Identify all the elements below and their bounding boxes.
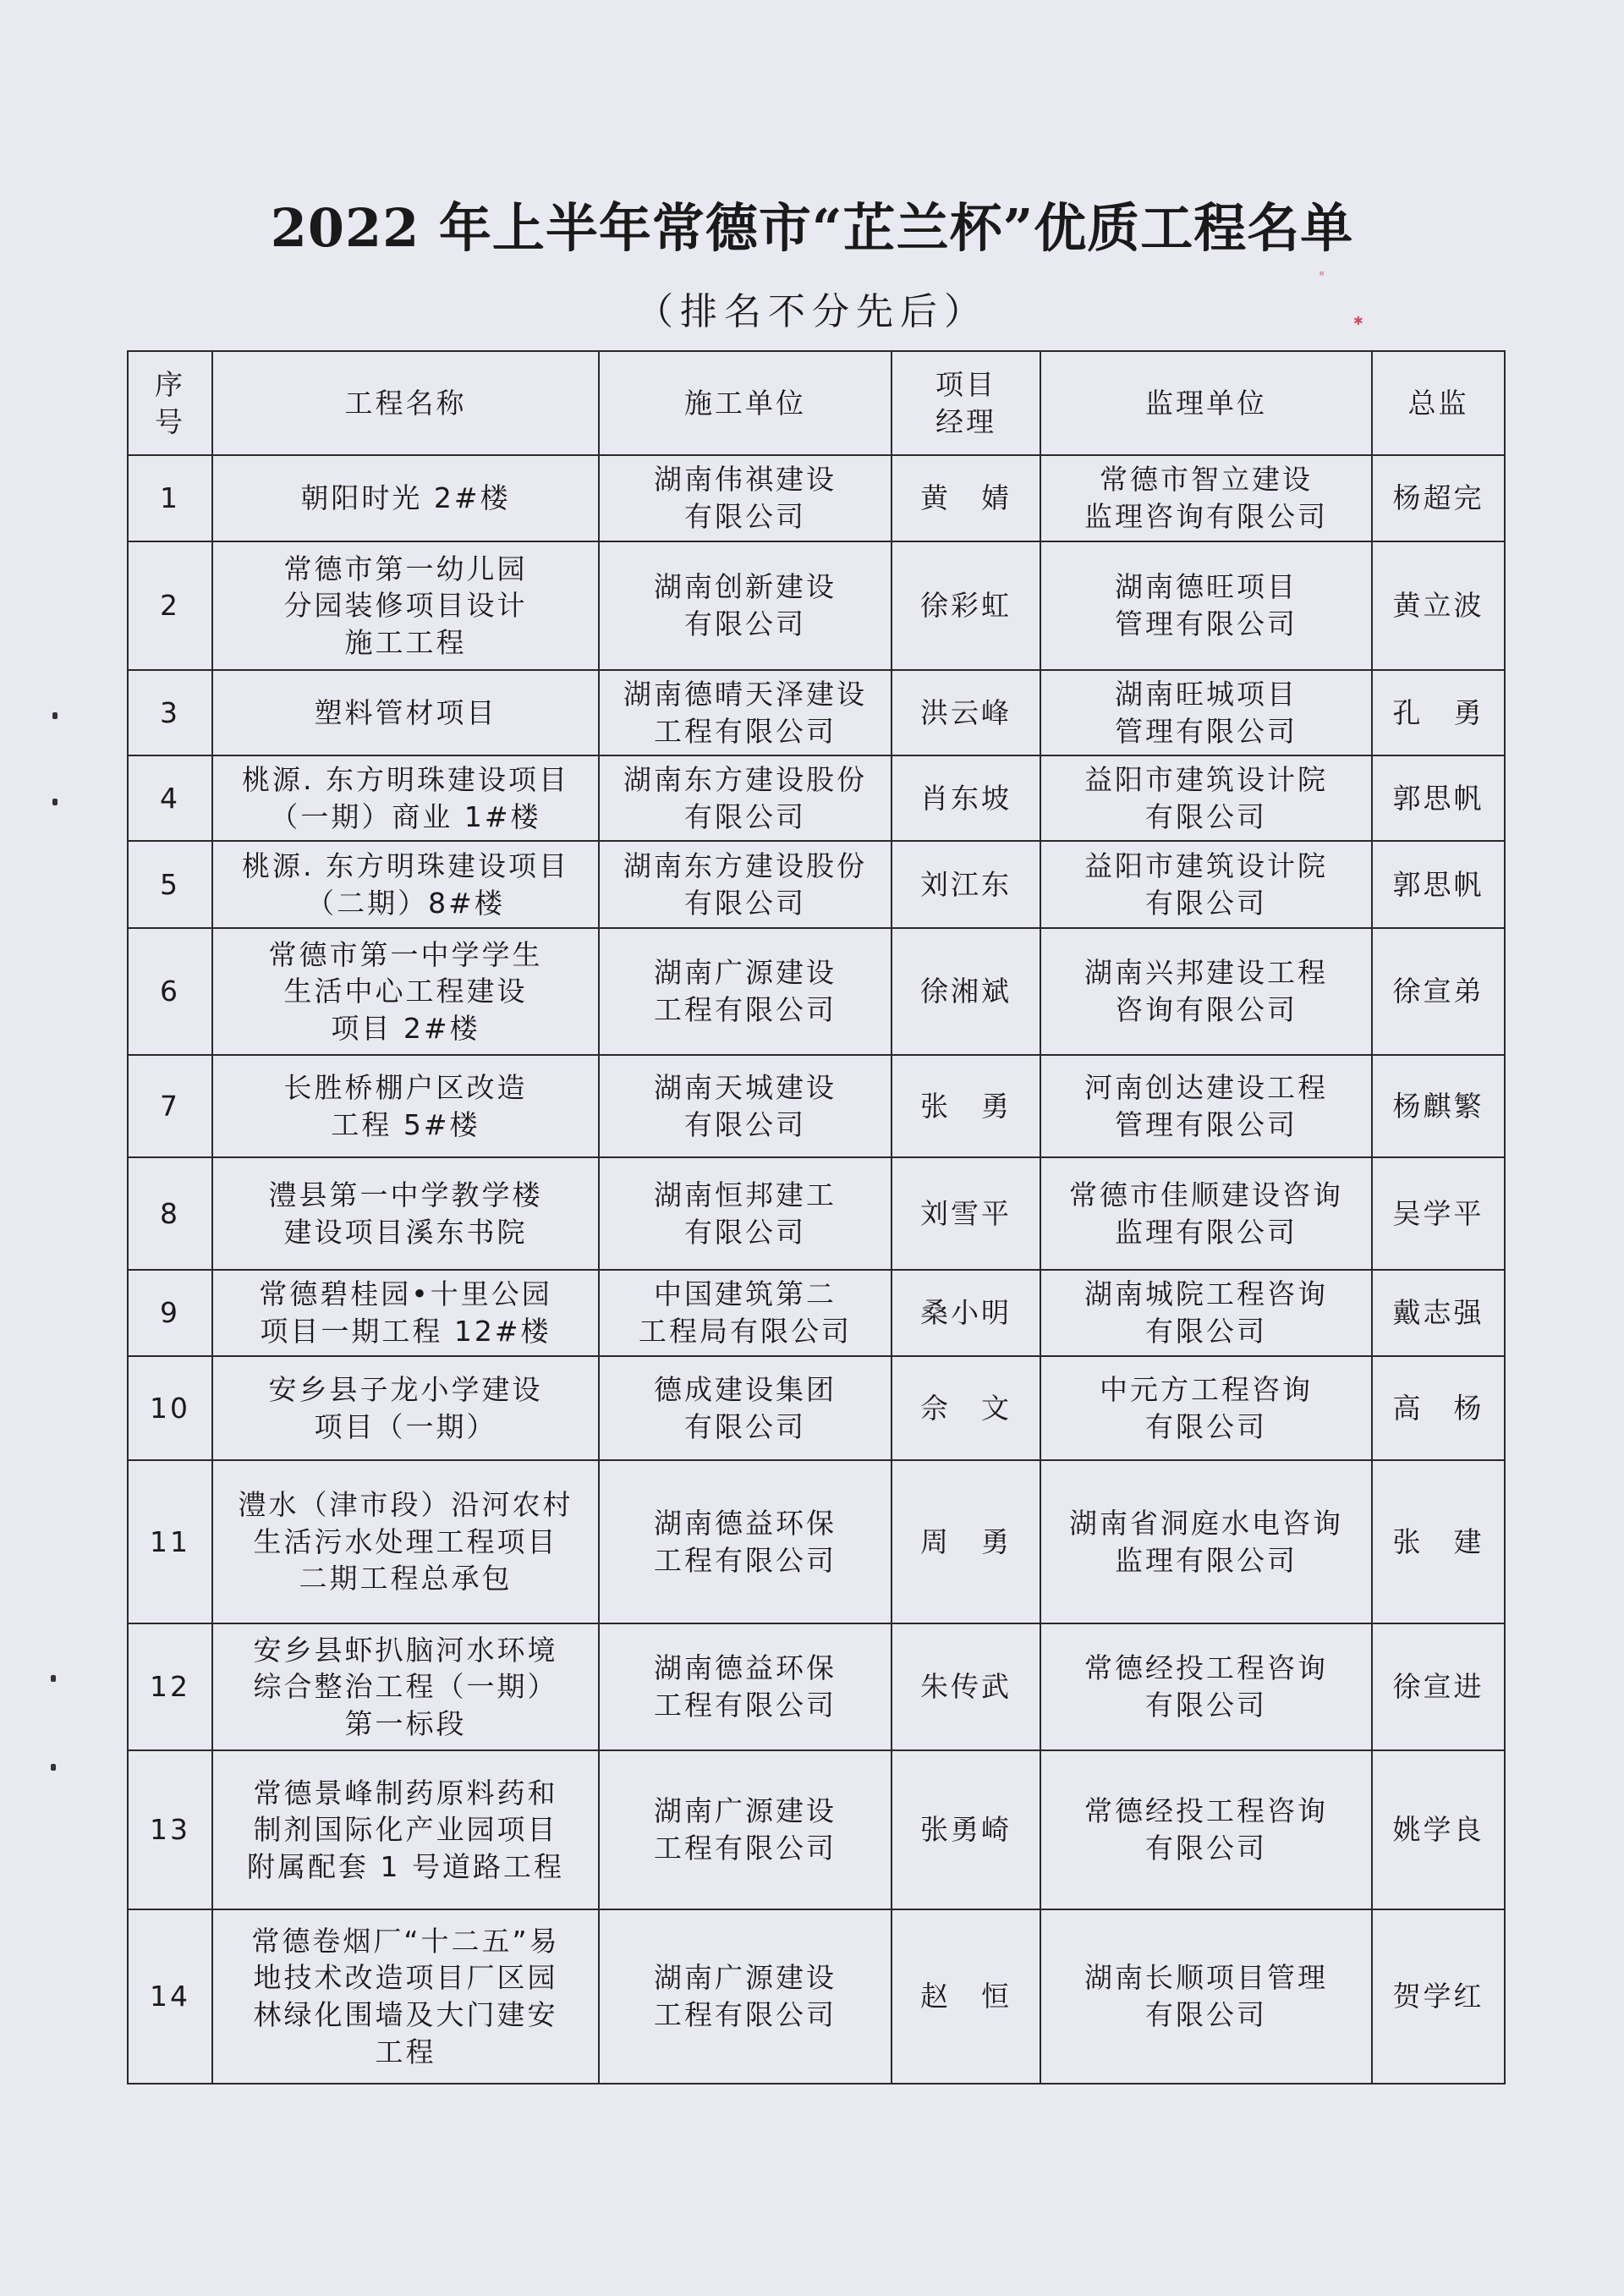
cell-manager: 桑小明 bbox=[892, 1270, 1040, 1356]
cell-no: 10 bbox=[128, 1356, 212, 1460]
cell-no: 3 bbox=[128, 670, 212, 755]
scan-speck bbox=[51, 1675, 56, 1682]
cell-supervisor: 湖南城院工程咨询 有限公司 bbox=[1040, 1270, 1372, 1356]
scan-mark: ✱ bbox=[1353, 315, 1363, 328]
cell-chief: 贺学红 bbox=[1372, 1909, 1505, 2084]
cell-supervisor: 益阳市建筑设计院 有限公司 bbox=[1040, 841, 1372, 928]
column-header-manager: 项目 经理 bbox=[892, 351, 1040, 455]
cell-chief: 孔 勇 bbox=[1372, 670, 1505, 755]
cell-supervisor: 湖南兴邦建设工程 咨询有限公司 bbox=[1040, 928, 1372, 1055]
column-header-builder: 施工单位 bbox=[599, 351, 892, 455]
cell-builder: 湖南天城建设 有限公司 bbox=[599, 1055, 892, 1157]
document-title: 2022 年上半年常德市“芷兰杯”优质工程名单 bbox=[270, 197, 1354, 259]
cell-manager: 刘雪平 bbox=[892, 1157, 1040, 1270]
cell-builder: 湖南广源建设 工程有限公司 bbox=[599, 1750, 892, 1909]
cell-project: 常德卷烟厂“十二五”易 地技术改造项目厂区园 林绿化围墙及大门建安 工程 bbox=[212, 1909, 599, 2084]
scan-speck bbox=[52, 799, 58, 805]
cell-builder: 湖南德晴天泽建设 工程有限公司 bbox=[599, 670, 892, 755]
cell-no: 14 bbox=[128, 1909, 212, 2084]
cell-chief: 张 建 bbox=[1372, 1460, 1505, 1623]
cell-no: 2 bbox=[128, 541, 212, 670]
cell-supervisor: 常德经投工程咨询 有限公司 bbox=[1040, 1623, 1372, 1750]
cell-manager: 徐彩虹 bbox=[892, 541, 1040, 670]
cell-project: 长胜桥棚户区改造 工程 5#楼 bbox=[212, 1055, 599, 1157]
cell-chief: 徐宣弟 bbox=[1372, 928, 1505, 1055]
cell-project: 桃源. 东方明珠建设项目 （二期）8#楼 bbox=[212, 841, 599, 928]
cell-chief: 郭思帆 bbox=[1372, 841, 1505, 928]
cell-builder: 湖南东方建设股份 有限公司 bbox=[599, 841, 892, 928]
cell-supervisor: 湖南省洞庭水电咨询 监理有限公司 bbox=[1040, 1460, 1372, 1623]
cell-no: 1 bbox=[128, 455, 212, 541]
cell-chief: 徐宣进 bbox=[1372, 1623, 1505, 1750]
table-row bbox=[128, 455, 1505, 541]
cell-manager: 佘 文 bbox=[892, 1356, 1040, 1460]
cell-manager: 黄 婧 bbox=[892, 455, 1040, 541]
cell-supervisor: 益阳市建筑设计院 有限公司 bbox=[1040, 755, 1372, 841]
cell-builder: 湖南恒邦建工 有限公司 bbox=[599, 1157, 892, 1270]
table-row bbox=[128, 1270, 1505, 1356]
scan-speck bbox=[51, 1764, 56, 1771]
table-row bbox=[128, 541, 1505, 670]
cell-supervisor: 中元方工程咨询 有限公司 bbox=[1040, 1356, 1372, 1460]
table-row bbox=[128, 928, 1505, 1055]
cell-builder: 中国建筑第二 工程局有限公司 bbox=[599, 1270, 892, 1356]
cell-project: 安乡县子龙小学建设 项目（一期） bbox=[212, 1356, 599, 1460]
cell-manager: 赵 恒 bbox=[892, 1909, 1040, 2084]
scan-speck bbox=[52, 712, 58, 719]
cell-chief: 姚学良 bbox=[1372, 1750, 1505, 1909]
table-row bbox=[128, 1055, 1505, 1157]
cell-supervisor: 常德经投工程咨询 有限公司 bbox=[1040, 1750, 1372, 1909]
cell-supervisor: 常德市智立建设 监理咨询有限公司 bbox=[1040, 455, 1372, 541]
cell-supervisor: 常德市佳顺建设咨询 监理有限公司 bbox=[1040, 1157, 1372, 1270]
cell-manager: 洪云峰 bbox=[892, 670, 1040, 755]
cell-project: 朝阳时光 2#楼 bbox=[212, 455, 599, 541]
cell-no: 13 bbox=[128, 1750, 212, 1909]
cell-project: 桃源. 东方明珠建设项目 （一期）商业 1#楼 bbox=[212, 755, 599, 841]
cell-chief: 黄立波 bbox=[1372, 541, 1505, 670]
table-row bbox=[128, 670, 1505, 755]
document-subtitle: （排名不分先后） bbox=[636, 290, 988, 333]
cell-builder: 湖南伟祺建设 有限公司 bbox=[599, 455, 892, 541]
cell-project: 安乡县虾扒脑河水环境 综合整治工程（一期） 第一标段 bbox=[212, 1623, 599, 1750]
cell-no: 5 bbox=[128, 841, 212, 928]
cell-no: 9 bbox=[128, 1270, 212, 1356]
table-header-row bbox=[128, 351, 1505, 455]
cell-project: 常德市第一幼儿园 分园装修项目设计 施工工程 bbox=[212, 541, 599, 670]
cell-chief: 杨麒繁 bbox=[1372, 1055, 1505, 1157]
table-row bbox=[128, 1623, 1505, 1750]
cell-manager: 张勇崎 bbox=[892, 1750, 1040, 1909]
cell-chief: 杨超完 bbox=[1372, 455, 1505, 541]
cell-project: 澧水（津市段）沿河农村 生活污水处理工程项目 二期工程总承包 bbox=[212, 1460, 599, 1623]
cell-project: 常德景峰制药原料药和 制剂国际化产业园项目 附属配套 1 号道路工程 bbox=[212, 1750, 599, 1909]
cell-project: 澧县第一中学教学楼 建设项目溪东书院 bbox=[212, 1157, 599, 1270]
cell-builder: 德成建设集团 有限公司 bbox=[599, 1356, 892, 1460]
column-header-supervisor: 监理单位 bbox=[1040, 351, 1372, 455]
cell-manager: 肖东坡 bbox=[892, 755, 1040, 841]
project-table bbox=[127, 350, 1506, 2085]
cell-supervisor: 河南创达建设工程 管理有限公司 bbox=[1040, 1055, 1372, 1157]
cell-builder: 湖南广源建设 工程有限公司 bbox=[599, 1909, 892, 2084]
table-row bbox=[128, 1750, 1505, 1909]
cell-manager: 张 勇 bbox=[892, 1055, 1040, 1157]
scan-mark: ᵉ bbox=[1320, 269, 1325, 283]
cell-chief: 戴志强 bbox=[1372, 1270, 1505, 1356]
cell-builder: 湖南创新建设 有限公司 bbox=[599, 541, 892, 670]
cell-manager: 刘江东 bbox=[892, 841, 1040, 928]
column-header-chief: 总监 bbox=[1372, 351, 1505, 455]
cell-no: 12 bbox=[128, 1623, 212, 1750]
cell-no: 6 bbox=[128, 928, 212, 1055]
cell-builder: 湖南广源建设 工程有限公司 bbox=[599, 928, 892, 1055]
cell-chief: 郭思帆 bbox=[1372, 755, 1505, 841]
cell-no: 11 bbox=[128, 1460, 212, 1623]
cell-no: 8 bbox=[128, 1157, 212, 1270]
column-header-no: 序 号 bbox=[128, 351, 212, 455]
table-row bbox=[128, 1157, 1505, 1270]
cell-no: 7 bbox=[128, 1055, 212, 1157]
table-row bbox=[128, 755, 1505, 841]
table-row bbox=[128, 1356, 1505, 1460]
cell-manager: 周 勇 bbox=[892, 1460, 1040, 1623]
table-row bbox=[128, 1909, 1505, 2084]
cell-project: 塑料管材项目 bbox=[212, 670, 599, 755]
table-row bbox=[128, 1460, 1505, 1623]
cell-project: 常德市第一中学学生 生活中心工程建设 项目 2#楼 bbox=[212, 928, 599, 1055]
cell-supervisor: 湖南德旺项目 管理有限公司 bbox=[1040, 541, 1372, 670]
table-row bbox=[128, 841, 1505, 928]
cell-project: 常德碧桂园•十里公园 项目一期工程 12#楼 bbox=[212, 1270, 599, 1356]
cell-supervisor: 湖南旺城项目 管理有限公司 bbox=[1040, 670, 1372, 755]
cell-chief: 吴学平 bbox=[1372, 1157, 1505, 1270]
cell-builder: 湖南德益环保 工程有限公司 bbox=[599, 1460, 892, 1623]
cell-no: 4 bbox=[128, 755, 212, 841]
cell-chief: 高 杨 bbox=[1372, 1356, 1505, 1460]
cell-manager: 朱传武 bbox=[892, 1623, 1040, 1750]
column-header-project: 工程名称 bbox=[212, 351, 599, 455]
cell-manager: 徐湘斌 bbox=[892, 928, 1040, 1055]
cell-builder: 湖南德益环保 工程有限公司 bbox=[599, 1623, 892, 1750]
cell-supervisor: 湖南长顺项目管理 有限公司 bbox=[1040, 1909, 1372, 2084]
cell-builder: 湖南东方建设股份 有限公司 bbox=[599, 755, 892, 841]
